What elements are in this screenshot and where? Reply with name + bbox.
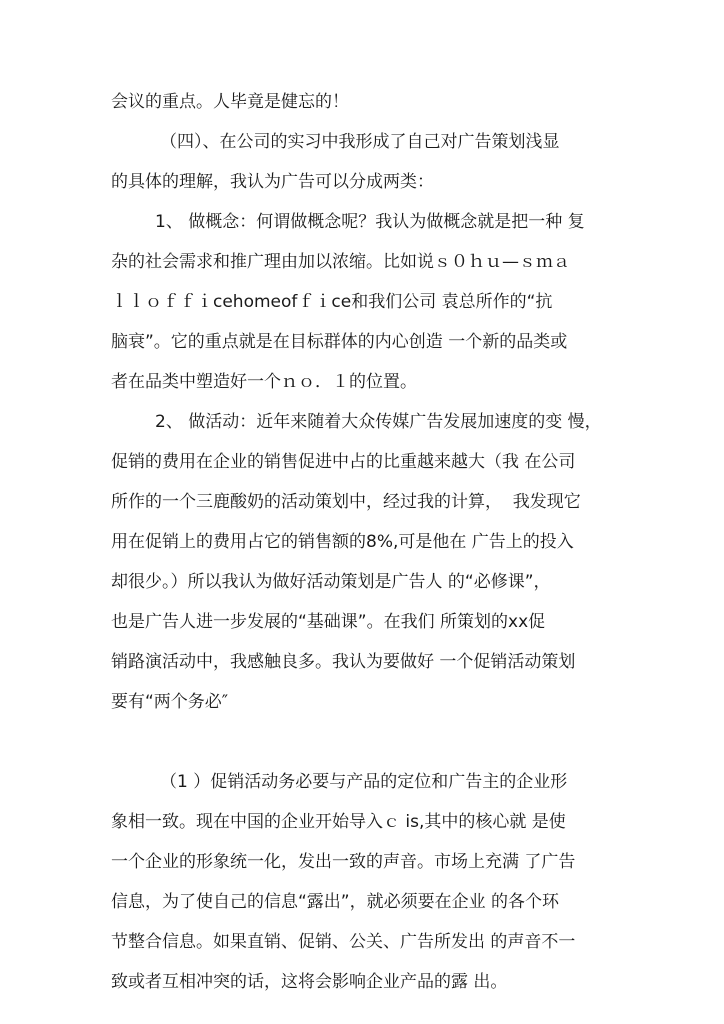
section-heading-line: （四）、在公司的实习中我形成了自己对广告策划浅显 xyxy=(160,132,560,152)
body-text-line: 会议的重点。人毕竟是健忘的！ xyxy=(111,92,349,112)
body-text-line: 也是广告人进一步发展的“基础课”。在我们 所策划的xx促 xyxy=(111,612,546,632)
body-text-line: 者在品类中塑造好一个ｎｏ．１的位置。 xyxy=(111,372,417,392)
body-text-line: 用在促销上的费用占它的销售额的8%,可是他在 广告上的投入 xyxy=(111,532,574,552)
body-text-line: 销路演活动中，我感触良多。我认为要做好 一个促销活动策划 xyxy=(111,652,576,672)
body-text-line: 致或者互相冲突的话，这将会影响企业产品的露 出。 xyxy=(111,972,508,992)
sub-item-1-line: （1 ）促销活动务必要与产品的定位和广告主的企业形 xyxy=(160,772,568,792)
body-text-line: 杂的社会需求和推广理由加以浓缩。比如说ｓ０ｈｕ—ｓｍａ xyxy=(111,252,570,272)
list-item-1-line: 1、 做概念：何谓做概念呢？我认为做概念就是把一种 复 xyxy=(155,212,585,232)
body-text-line: 脑衰”。它的重点就是在目标群体的内心创造 一个新的品类或 xyxy=(111,332,568,352)
body-text-line: 节整合信息。如果直销、促销、公关、广告所发出 的声音不一 xyxy=(111,932,576,952)
body-text-line: 促销的费用在企业的销售促进中占的比重越来越大（我 在公司 xyxy=(111,452,576,472)
body-text-line: 要有“两个务必″ xyxy=(111,692,229,712)
list-item-2-line: 2、 做活动：近年来随着大众传媒广告发展加速度的变 慢， xyxy=(155,412,602,432)
body-text-line: 信息，为了使自己的信息“露出”，就必须要在企业 的各个环 xyxy=(111,892,560,912)
body-text-line: 的具体的理解，我认为广告可以分成两类： xyxy=(111,172,434,192)
body-text-line: 一个企业的形象统一化，发出一致的声音。市场上充满 了广告 xyxy=(111,852,576,872)
body-text-line: 却很少。）所以我认为做好活动策划是广告人 的“必修课”， xyxy=(111,572,551,592)
body-text-line: 所作的一个三鹿酸奶的活动策划中，经过我的计算， 我发现它 xyxy=(111,492,581,512)
body-text-line: 象相一致。现在中国的企业开始导入ｃ is,其中的核心就 是使 xyxy=(111,812,566,832)
body-text-line: ｌｌｏｆｆｉcehomeofｆｉce和我们公司 袁总所作的“抗 xyxy=(111,292,553,312)
